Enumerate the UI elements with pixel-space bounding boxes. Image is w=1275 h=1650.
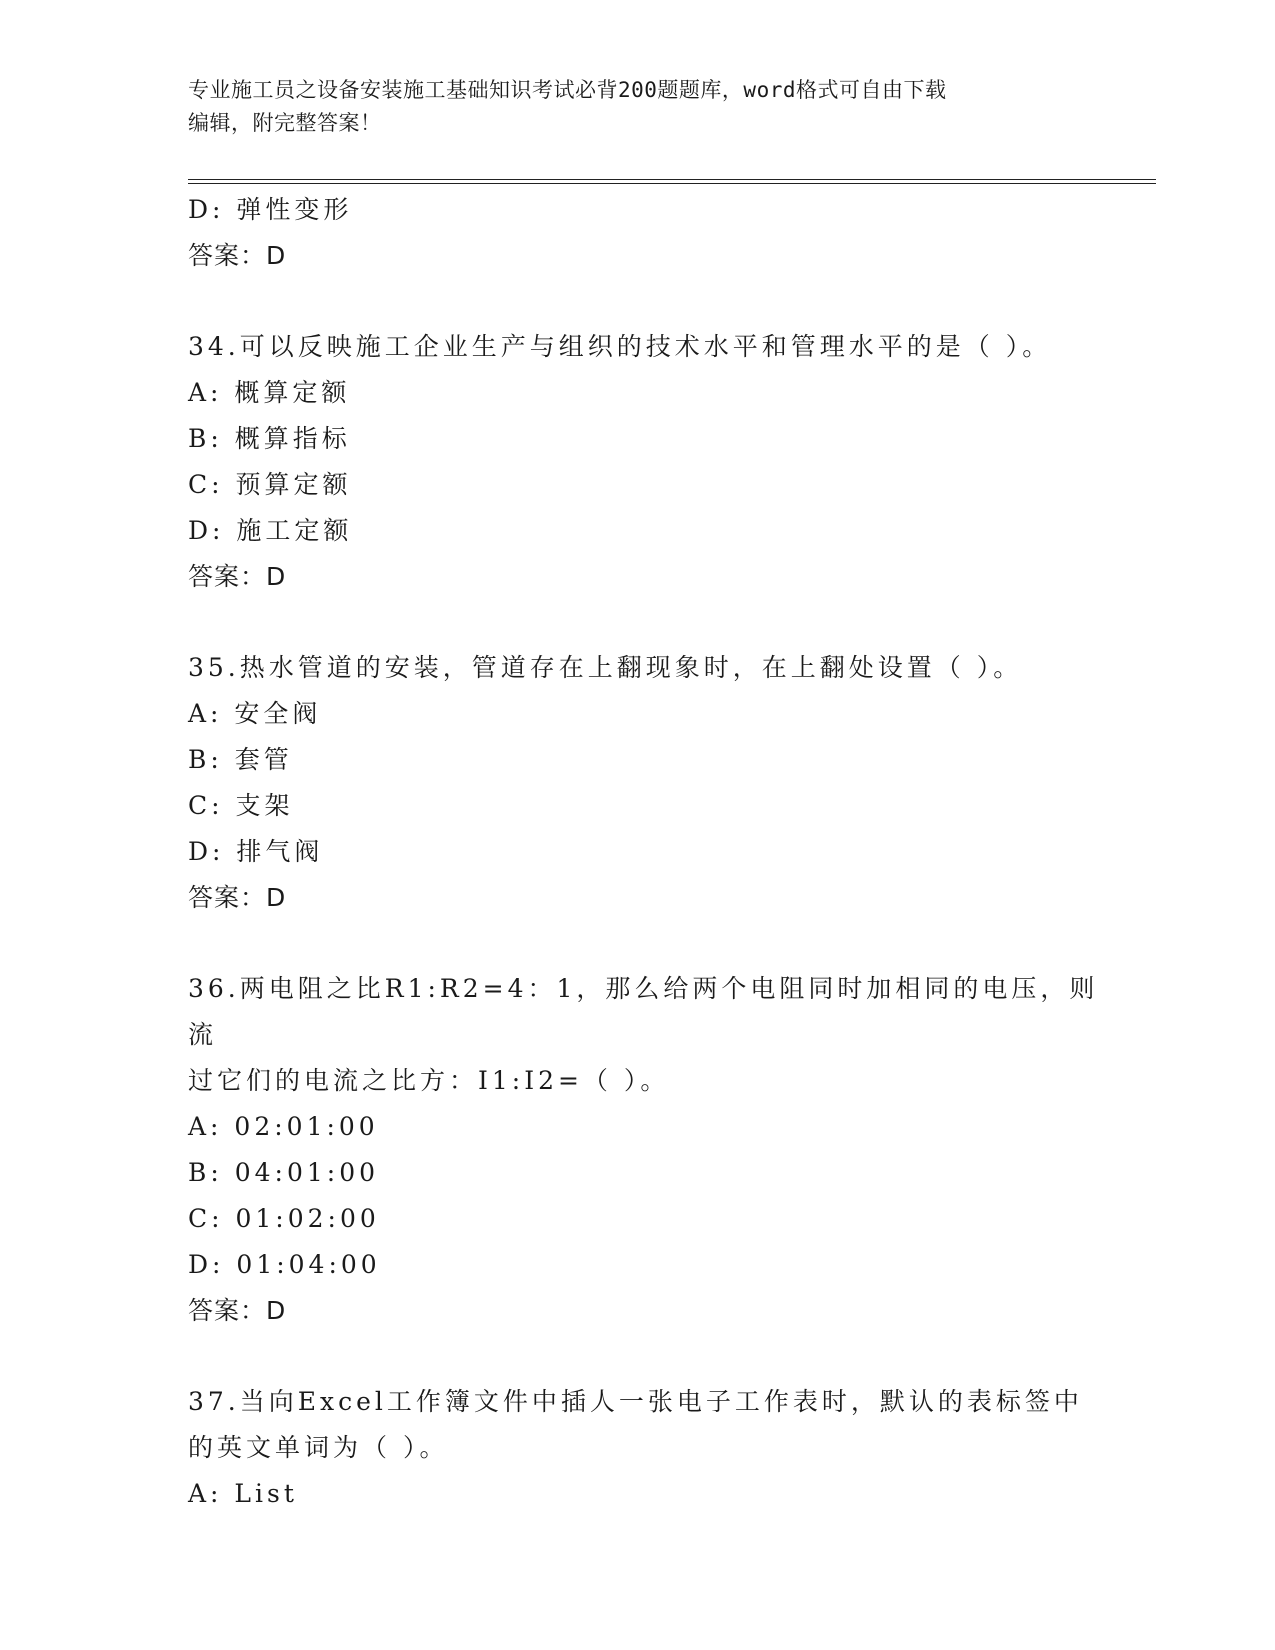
question-stem: [188, 1379, 1118, 1471]
question-fragment-33: [188, 187, 1118, 279]
question-stem: [188, 645, 1118, 691]
stem-line: 过它们的电流之比方：I1:I2=（ ）。: [188, 1066, 670, 1095]
spacer: [188, 1334, 1118, 1379]
answer-line: 答案：D: [188, 241, 287, 270]
question-36: [188, 966, 1118, 1334]
stem-line: 35.热水管道的安装，管道存在上翻现象时，在上翻处设置（ ）。: [188, 653, 1023, 682]
stem-line: 的英文单词为（ ）。: [188, 1433, 449, 1462]
header-divider-top: [188, 179, 1156, 180]
question-37: [188, 1379, 1118, 1517]
option-d: D: 01:04:00: [188, 1250, 381, 1279]
option-d: D: 弹性变形: [188, 195, 353, 224]
option-c: C: 预算定额: [188, 470, 352, 499]
answer-line: 答案：D: [188, 562, 287, 591]
spacer: [188, 921, 1118, 966]
answer-line: 答案：D: [188, 1296, 287, 1325]
option-d: D: 施工定额: [188, 516, 353, 545]
stem-line: 37.当向Excel工作簿文件中插人一张电子工作表时，默认的表标签中: [188, 1387, 1083, 1416]
question-34: [188, 324, 1118, 600]
document-body: [188, 187, 1118, 1517]
document-header: [188, 74, 1088, 140]
option-a: A: 概算定额: [188, 378, 351, 407]
question-35: [188, 645, 1118, 921]
option-c: C: 01:02:00: [188, 1204, 380, 1233]
question-stem: [188, 324, 1118, 370]
option-c: C: 支架: [188, 791, 294, 820]
stem-line: 34.可以反映施工企业生产与组织的技术水平和管理水平的是（ ）。: [188, 332, 1052, 361]
option-a: A: 02:01:00: [188, 1112, 379, 1141]
option-b: B: 概算指标: [188, 424, 351, 453]
header-divider-bottom: [188, 183, 1156, 184]
option-b: B: 04:01:00: [188, 1158, 380, 1187]
header-line-2: 编辑，附完整答案！: [188, 111, 382, 135]
spacer: [188, 279, 1118, 324]
stem-line: 36.两电阻之比R1:R2=4：1，那么给两个电阻同时加相同的电压，则流: [188, 974, 1099, 1049]
option-b: B: 套管: [188, 745, 293, 774]
option-a: A: List: [188, 1479, 298, 1508]
spacer: [188, 600, 1118, 645]
question-stem: [188, 966, 1118, 1104]
option-a: A: 安全阀: [188, 699, 322, 728]
option-d: D: 排气阀: [188, 837, 324, 866]
answer-line: 答案：D: [188, 883, 287, 912]
header-line-1: 专业施工员之设备安装施工基础知识考试必背200题题库，word格式可自由下载: [188, 78, 947, 102]
